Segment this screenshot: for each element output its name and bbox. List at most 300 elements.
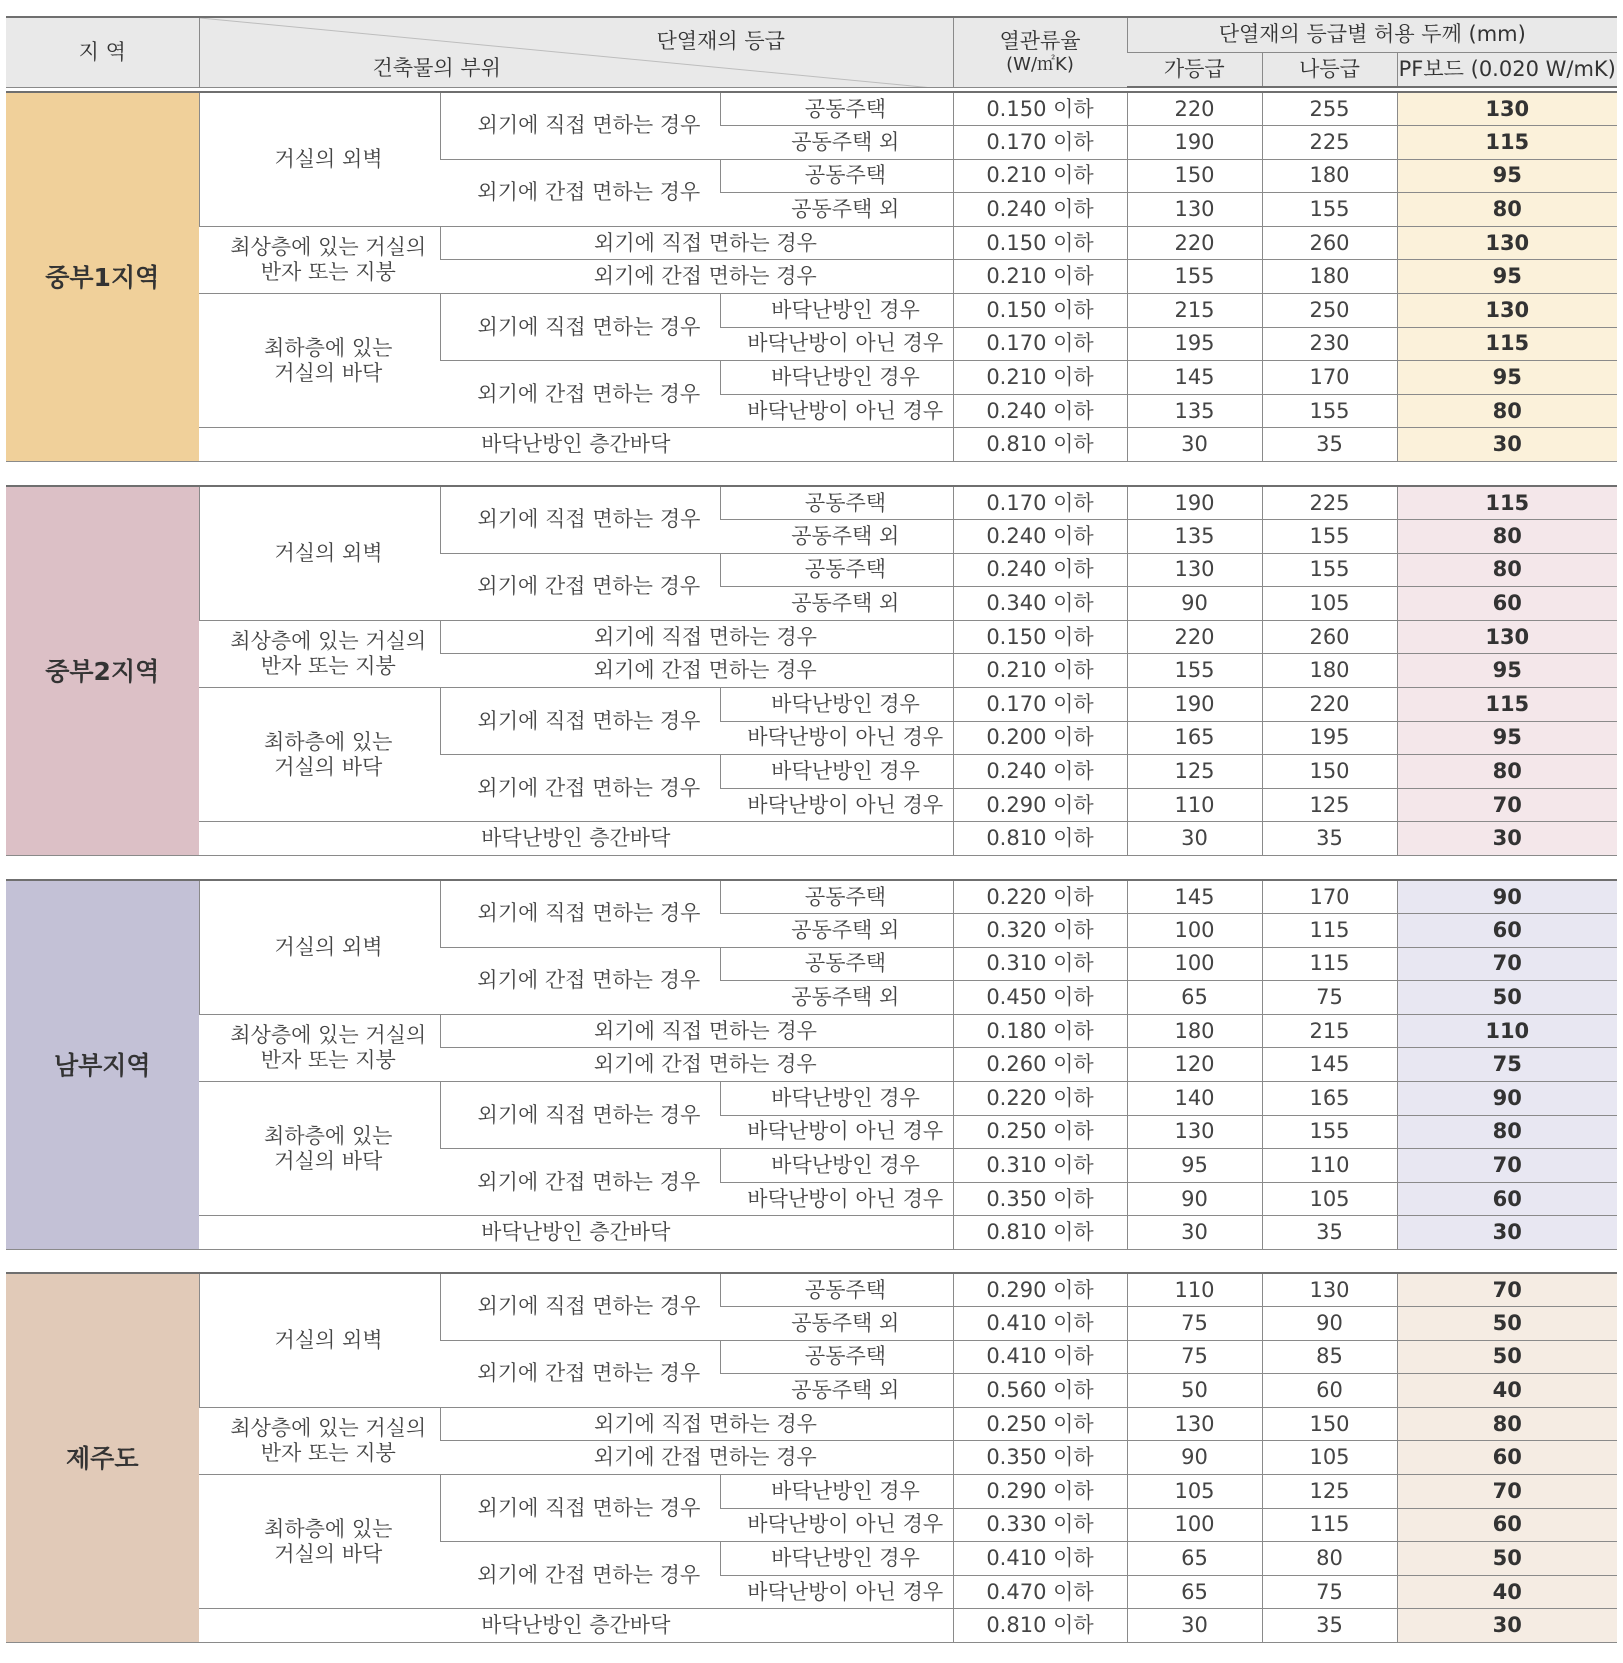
exposure-indirect: 외기에 간접 면하는 경우 xyxy=(440,1149,720,1216)
u-value: 0.350 이하 xyxy=(953,1441,1127,1475)
thickness-na: 105 xyxy=(1262,1182,1397,1216)
part-wall: 거실의 외벽 xyxy=(199,486,440,620)
thickness-na: 90 xyxy=(1262,1307,1397,1341)
thickness-na: 105 xyxy=(1262,1441,1397,1475)
exposure-direct: 외기에 직접 면하는 경우 xyxy=(440,1014,953,1048)
thickness-na: 35 xyxy=(1262,428,1397,462)
thickness-na: 115 xyxy=(1262,914,1397,948)
thickness-na: 80 xyxy=(1262,1542,1397,1576)
thickness-pf: 80 xyxy=(1397,394,1617,428)
thickness-pf: 95 xyxy=(1397,721,1617,755)
thickness-na: 195 xyxy=(1262,721,1397,755)
u-value: 0.290 이하 xyxy=(953,1475,1127,1509)
building-type: 공동주택 외 xyxy=(720,981,953,1015)
u-value: 0.150 이하 xyxy=(953,92,1127,126)
thickness-na: 35 xyxy=(1262,1216,1397,1250)
thickness-ga: 100 xyxy=(1127,914,1262,948)
thickness-pf: 130 xyxy=(1397,226,1617,260)
thickness-ga: 220 xyxy=(1127,620,1262,654)
building-type: 공동주택 외 xyxy=(720,520,953,554)
region-name: 중부1지역 xyxy=(6,92,199,462)
exposure-direct: 외기에 직접 면하는 경우 xyxy=(440,880,720,947)
u-value: 0.210 이하 xyxy=(953,260,1127,294)
thickness-ga: 135 xyxy=(1127,394,1262,428)
table-row xyxy=(6,428,1617,462)
exposure-direct: 외기에 직접 면하는 경우 xyxy=(440,92,720,159)
floor-heating-type: 바닥난방이 아닌 경우 xyxy=(720,327,953,361)
table-row xyxy=(6,688,1617,722)
u-value: 0.220 이하 xyxy=(953,880,1127,914)
building-type: 공동주택 외 xyxy=(720,193,953,227)
region-name: 제주도 xyxy=(6,1273,199,1643)
thickness-ga: 130 xyxy=(1127,553,1262,587)
floor-heating-type: 바닥난방이 아닌 경우 xyxy=(720,721,953,755)
exposure-direct: 외기에 직접 면하는 경우 xyxy=(440,688,720,755)
part-roof xyxy=(199,1014,440,1081)
thickness-na: 35 xyxy=(1262,1609,1397,1643)
part-floor-line: 거실의 바닥 xyxy=(274,1148,383,1173)
part-floor-line: 거실의 바닥 xyxy=(274,360,383,385)
thickness-na: 260 xyxy=(1262,226,1397,260)
table-row xyxy=(6,294,1617,328)
floor-heating-type: 바닥난방인 경우 xyxy=(720,755,953,789)
part-roof xyxy=(199,226,440,293)
thickness-ga: 145 xyxy=(1127,361,1262,395)
thickness-na: 170 xyxy=(1262,880,1397,914)
floor-heating-type: 바닥난방이 아닌 경우 xyxy=(720,788,953,822)
thickness-pf: 70 xyxy=(1397,947,1617,981)
u-value: 0.240 이하 xyxy=(953,520,1127,554)
thickness-ga: 145 xyxy=(1127,880,1262,914)
region-block xyxy=(6,485,1617,856)
table-row xyxy=(6,1273,1617,1307)
thickness-pf: 95 xyxy=(1397,159,1617,193)
u-value: 0.240 이하 xyxy=(953,394,1127,428)
part-roof-line: 최상층에 있는 거실의 xyxy=(230,234,427,259)
region-table xyxy=(6,485,1617,856)
part-roof-line: 최상층에 있는 거실의 xyxy=(230,628,427,653)
building-type: 공동주택 xyxy=(720,1340,953,1374)
thickness-ga: 130 xyxy=(1127,193,1262,227)
thickness-ga: 135 xyxy=(1127,520,1262,554)
floor-heating-type: 바닥난방인 경우 xyxy=(720,1542,953,1576)
thickness-pf: 60 xyxy=(1397,1182,1617,1216)
part-roof-line: 최상층에 있는 거실의 xyxy=(230,1022,427,1047)
thickness-na: 180 xyxy=(1262,159,1397,193)
part-floor xyxy=(199,1475,440,1609)
table-row xyxy=(6,822,1617,856)
thickness-pf: 60 xyxy=(1397,1508,1617,1542)
thickness-pf: 70 xyxy=(1397,1149,1617,1183)
thickness-na: 35 xyxy=(1262,822,1397,856)
table-row xyxy=(6,1082,1617,1116)
thickness-pf: 90 xyxy=(1397,880,1617,914)
thickness-ga: 150 xyxy=(1127,159,1262,193)
region-name: 남부지역 xyxy=(6,880,199,1250)
building-type: 공동주택 xyxy=(720,1273,953,1307)
thickness-pf: 115 xyxy=(1397,486,1617,520)
exposure-direct: 외기에 직접 면하는 경우 xyxy=(440,1082,720,1149)
thickness-pf: 80 xyxy=(1397,520,1617,554)
thickness-na: 145 xyxy=(1262,1048,1397,1082)
thickness-ga: 155 xyxy=(1127,260,1262,294)
thickness-na: 115 xyxy=(1262,1508,1397,1542)
exposure-indirect: 외기에 간접 면하는 경우 xyxy=(440,1542,720,1609)
thickness-ga: 90 xyxy=(1127,1441,1262,1475)
thickness-na: 155 xyxy=(1262,520,1397,554)
thickness-na: 110 xyxy=(1262,1149,1397,1183)
thickness-ga: 190 xyxy=(1127,688,1262,722)
thickness-ga: 180 xyxy=(1127,1014,1262,1048)
u-value: 0.350 이하 xyxy=(953,1182,1127,1216)
thickness-na: 75 xyxy=(1262,981,1397,1015)
thickness-pf: 110 xyxy=(1397,1014,1617,1048)
building-type: 공동주택 외 xyxy=(720,914,953,948)
thickness-na: 150 xyxy=(1262,755,1397,789)
u-value: 0.150 이하 xyxy=(953,294,1127,328)
u-value: 0.340 이하 xyxy=(953,587,1127,621)
thickness-na: 155 xyxy=(1262,1115,1397,1149)
thickness-pf: 80 xyxy=(1397,193,1617,227)
thickness-ga: 50 xyxy=(1127,1374,1262,1408)
thickness-ga: 75 xyxy=(1127,1307,1262,1341)
exposure-direct: 외기에 직접 면하는 경우 xyxy=(440,1407,953,1441)
part-roof-line: 최상층에 있는 거실의 xyxy=(230,1415,427,1440)
building-type: 공동주택 xyxy=(720,880,953,914)
thickness-pf: 30 xyxy=(1397,822,1617,856)
table-header xyxy=(6,16,1617,88)
thickness-pf: 50 xyxy=(1397,1542,1617,1576)
floor-heating-type: 바닥난방인 경우 xyxy=(720,1475,953,1509)
thickness-na: 215 xyxy=(1262,1014,1397,1048)
table-row xyxy=(6,1475,1617,1509)
building-type: 공동주택 xyxy=(720,947,953,981)
thickness-ga: 195 xyxy=(1127,327,1262,361)
building-type: 공동주택 xyxy=(720,159,953,193)
part-floor-line: 최하층에 있는 xyxy=(264,729,393,754)
exposure-indirect: 외기에 간접 면하는 경우 xyxy=(440,1441,953,1475)
u-value: 0.240 이하 xyxy=(953,553,1127,587)
thickness-na: 155 xyxy=(1262,394,1397,428)
u-value: 0.240 이하 xyxy=(953,193,1127,227)
u-value: 0.240 이하 xyxy=(953,755,1127,789)
thickness-na: 180 xyxy=(1262,654,1397,688)
exposure-indirect: 외기에 간접 면하는 경우 xyxy=(440,260,953,294)
region-table xyxy=(6,1272,1617,1643)
table-row xyxy=(6,1216,1617,1250)
u-value: 0.320 이하 xyxy=(953,914,1127,948)
u-value: 0.210 이하 xyxy=(953,361,1127,395)
thickness-pf: 80 xyxy=(1397,553,1617,587)
part-floor xyxy=(199,688,440,822)
thickness-ga: 30 xyxy=(1127,822,1262,856)
thickness-ga: 30 xyxy=(1127,1609,1262,1643)
floor-heating-type: 바닥난방인 경우 xyxy=(720,294,953,328)
u-value: 0.260 이하 xyxy=(953,1048,1127,1082)
thickness-ga: 30 xyxy=(1127,1216,1262,1250)
thickness-pf: 30 xyxy=(1397,1609,1617,1643)
thickness-pf: 60 xyxy=(1397,914,1617,948)
thickness-pf: 130 xyxy=(1397,92,1617,126)
floor-heating-type: 바닥난방인 경우 xyxy=(720,688,953,722)
part-roof-line: 반자 또는 지붕 xyxy=(260,1440,396,1465)
floor-heating-type: 바닥난방이 아닌 경우 xyxy=(720,1508,953,1542)
part-floor-line: 거실의 바닥 xyxy=(274,1541,383,1566)
part-roof-line: 반자 또는 지붕 xyxy=(260,653,396,678)
thickness-pf: 30 xyxy=(1397,428,1617,462)
u-value: 0.410 이하 xyxy=(953,1307,1127,1341)
header-diagonal-cell xyxy=(199,17,953,87)
thickness-ga: 100 xyxy=(1127,947,1262,981)
floor-heating-type: 바닥난방인 경우 xyxy=(720,361,953,395)
thickness-ga: 190 xyxy=(1127,486,1262,520)
region-block xyxy=(6,1272,1617,1643)
exposure-direct: 외기에 직접 면하는 경우 xyxy=(440,486,720,553)
exposure-indirect: 외기에 간접 면하는 경우 xyxy=(440,553,720,620)
header-thickness: 단열재의 등급별 허용 두께 (mm) xyxy=(1127,17,1617,52)
u-value: 0.330 이하 xyxy=(953,1508,1127,1542)
thickness-na: 230 xyxy=(1262,327,1397,361)
exposure-indirect: 외기에 간접 면하는 경우 xyxy=(440,159,720,226)
floor-heating-type: 바닥난방인 경우 xyxy=(720,1082,953,1116)
thickness-pf: 50 xyxy=(1397,981,1617,1015)
thickness-pf: 130 xyxy=(1397,294,1617,328)
u-value: 0.810 이하 xyxy=(953,1609,1127,1643)
part-wall: 거실의 외벽 xyxy=(199,880,440,1014)
header-grade-na: 나등급 xyxy=(1262,52,1397,87)
thickness-ga: 120 xyxy=(1127,1048,1262,1082)
thickness-pf: 60 xyxy=(1397,1441,1617,1475)
thickness-ga: 65 xyxy=(1127,1575,1262,1609)
u-value: 0.290 이하 xyxy=(953,788,1127,822)
u-value: 0.220 이하 xyxy=(953,1082,1127,1116)
building-type: 공동주택 외 xyxy=(720,1307,953,1341)
exposure-indirect: 외기에 간접 면하는 경우 xyxy=(440,1340,720,1407)
region-block xyxy=(6,91,1617,462)
exposure-indirect: 외기에 간접 면하는 경우 xyxy=(440,654,953,688)
u-value: 0.410 이하 xyxy=(953,1542,1127,1576)
floor-heating-type: 바닥난방이 아닌 경우 xyxy=(720,1575,953,1609)
building-type: 공동주택 xyxy=(720,486,953,520)
header-grade-ga: 가등급 xyxy=(1127,52,1262,87)
exposure-indirect: 외기에 간접 면하는 경우 xyxy=(440,947,720,1014)
u-value: 0.310 이하 xyxy=(953,1149,1127,1183)
thickness-ga: 65 xyxy=(1127,981,1262,1015)
floor-heating-type: 바닥난방인 경우 xyxy=(720,1149,953,1183)
thickness-na: 155 xyxy=(1262,193,1397,227)
exposure-indirect: 외기에 간접 면하는 경우 xyxy=(440,1048,953,1082)
thickness-pf: 95 xyxy=(1397,654,1617,688)
thickness-na: 125 xyxy=(1262,788,1397,822)
thickness-pf: 70 xyxy=(1397,788,1617,822)
header-part: 건축물의 부위 xyxy=(372,56,501,80)
thickness-ga: 140 xyxy=(1127,1082,1262,1116)
part-floor-line: 최하층에 있는 xyxy=(264,335,393,360)
table-row xyxy=(6,1014,1617,1048)
part-floor xyxy=(199,294,440,428)
building-type: 공동주택 외 xyxy=(720,587,953,621)
interfloor-label: 바닥난방인 층간바닥 xyxy=(199,822,953,856)
table-row xyxy=(6,486,1617,520)
interfloor-label: 바닥난방인 층간바닥 xyxy=(199,428,953,462)
thickness-pf: 70 xyxy=(1397,1475,1617,1509)
u-value: 0.290 이하 xyxy=(953,1273,1127,1307)
u-value: 0.170 이하 xyxy=(953,688,1127,722)
thickness-na: 75 xyxy=(1262,1575,1397,1609)
thickness-na: 165 xyxy=(1262,1082,1397,1116)
region-table xyxy=(6,91,1617,462)
table-row xyxy=(6,1407,1617,1441)
thickness-ga: 75 xyxy=(1127,1340,1262,1374)
thickness-pf: 40 xyxy=(1397,1374,1617,1408)
thickness-pf: 115 xyxy=(1397,327,1617,361)
u-value: 0.180 이하 xyxy=(953,1014,1127,1048)
header-region: 지 역 xyxy=(6,17,199,87)
thickness-na: 115 xyxy=(1262,947,1397,981)
u-value: 0.200 이하 xyxy=(953,721,1127,755)
part-roof xyxy=(199,1407,440,1474)
header-uvalue-label: 열관류율 xyxy=(999,28,1081,53)
exposure-indirect: 외기에 간접 면하는 경우 xyxy=(440,755,720,822)
header-pf-board: PF보드 (0.020 W/mK) xyxy=(1397,52,1617,87)
floor-heating-type: 바닥난방이 아닌 경우 xyxy=(720,1115,953,1149)
thickness-pf: 40 xyxy=(1397,1575,1617,1609)
thickness-ga: 215 xyxy=(1127,294,1262,328)
thickness-ga: 65 xyxy=(1127,1542,1262,1576)
table-row xyxy=(6,92,1617,126)
thickness-na: 85 xyxy=(1262,1340,1397,1374)
thickness-ga: 155 xyxy=(1127,654,1262,688)
u-value: 0.560 이하 xyxy=(953,1374,1127,1408)
header-uvalue xyxy=(953,17,1127,87)
thickness-ga: 130 xyxy=(1127,1115,1262,1149)
thickness-ga: 130 xyxy=(1127,1407,1262,1441)
insulation-thickness-table xyxy=(6,16,1617,1638)
thickness-na: 220 xyxy=(1262,688,1397,722)
thickness-pf: 95 xyxy=(1397,361,1617,395)
thickness-na: 170 xyxy=(1262,361,1397,395)
building-type: 공동주택 xyxy=(720,553,953,587)
part-floor-line: 최하층에 있는 xyxy=(264,1516,393,1541)
u-value: 0.810 이하 xyxy=(953,428,1127,462)
thickness-pf: 90 xyxy=(1397,1082,1617,1116)
thickness-pf: 80 xyxy=(1397,1407,1617,1441)
part-roof xyxy=(199,620,440,687)
table-row xyxy=(6,226,1617,260)
thickness-pf: 30 xyxy=(1397,1216,1617,1250)
part-floor-line: 최하층에 있는 xyxy=(264,1123,393,1148)
interfloor-label: 바닥난방인 층간바닥 xyxy=(199,1609,953,1643)
building-type: 공동주택 xyxy=(720,92,953,126)
exposure-indirect: 외기에 간접 면하는 경우 xyxy=(440,361,720,428)
part-wall: 거실의 외벽 xyxy=(199,1273,440,1407)
thickness-ga: 190 xyxy=(1127,126,1262,160)
thickness-ga: 165 xyxy=(1127,721,1262,755)
u-value: 0.250 이하 xyxy=(953,1407,1127,1441)
exposure-direct: 외기에 직접 면하는 경우 xyxy=(440,1475,720,1542)
thickness-ga: 220 xyxy=(1127,92,1262,126)
thickness-ga: 125 xyxy=(1127,755,1262,789)
thickness-pf: 80 xyxy=(1397,755,1617,789)
thickness-pf: 130 xyxy=(1397,620,1617,654)
u-value: 0.210 이하 xyxy=(953,159,1127,193)
u-value: 0.170 이하 xyxy=(953,327,1127,361)
exposure-direct: 외기에 직접 면하는 경우 xyxy=(440,620,953,654)
u-value: 0.450 이하 xyxy=(953,981,1127,1015)
thickness-na: 130 xyxy=(1262,1273,1397,1307)
thickness-na: 150 xyxy=(1262,1407,1397,1441)
u-value: 0.810 이하 xyxy=(953,822,1127,856)
header-grade: 단열재의 등급 xyxy=(656,29,785,53)
thickness-pf: 115 xyxy=(1397,688,1617,722)
region-block xyxy=(6,879,1617,1250)
u-value: 0.810 이하 xyxy=(953,1216,1127,1250)
thickness-na: 105 xyxy=(1262,587,1397,621)
thickness-na: 155 xyxy=(1262,553,1397,587)
u-value: 0.170 이하 xyxy=(953,486,1127,520)
floor-heating-type: 바닥난방이 아닌 경우 xyxy=(720,394,953,428)
thickness-ga: 90 xyxy=(1127,1182,1262,1216)
thickness-na: 225 xyxy=(1262,486,1397,520)
thickness-ga: 110 xyxy=(1127,1273,1262,1307)
u-value: 0.410 이하 xyxy=(953,1340,1127,1374)
thickness-pf: 80 xyxy=(1397,1115,1617,1149)
thickness-ga: 100 xyxy=(1127,1508,1262,1542)
thickness-pf: 95 xyxy=(1397,260,1617,294)
thickness-ga: 105 xyxy=(1127,1475,1262,1509)
u-value: 0.310 이하 xyxy=(953,947,1127,981)
part-floor xyxy=(199,1082,440,1216)
table-row xyxy=(6,1609,1617,1643)
thickness-ga: 220 xyxy=(1127,226,1262,260)
u-value: 0.170 이하 xyxy=(953,126,1127,160)
exposure-direct: 외기에 직접 면하는 경우 xyxy=(440,226,953,260)
floor-heating-type: 바닥난방이 아닌 경우 xyxy=(720,1182,953,1216)
part-wall: 거실의 외벽 xyxy=(199,92,440,226)
thickness-na: 180 xyxy=(1262,260,1397,294)
building-type: 공동주택 외 xyxy=(720,1374,953,1408)
building-type: 공동주택 외 xyxy=(720,126,953,160)
thickness-pf: 75 xyxy=(1397,1048,1617,1082)
part-roof-line: 반자 또는 지붕 xyxy=(260,1047,396,1072)
table-row xyxy=(6,880,1617,914)
header-diagonal-line xyxy=(200,18,954,87)
thickness-pf: 50 xyxy=(1397,1340,1617,1374)
u-value: 0.250 이하 xyxy=(953,1115,1127,1149)
part-roof-line: 반자 또는 지붕 xyxy=(260,259,396,284)
exposure-direct: 외기에 직접 면하는 경우 xyxy=(440,294,720,361)
exposure-direct: 외기에 직접 면하는 경우 xyxy=(440,1273,720,1340)
thickness-na: 125 xyxy=(1262,1475,1397,1509)
u-value: 0.470 이하 xyxy=(953,1575,1127,1609)
u-value: 0.210 이하 xyxy=(953,654,1127,688)
thickness-pf: 60 xyxy=(1397,587,1617,621)
thickness-na: 255 xyxy=(1262,92,1397,126)
part-floor-line: 거실의 바닥 xyxy=(274,754,383,779)
header-uvalue-unit: (W/㎡K) xyxy=(1006,53,1074,75)
interfloor-label: 바닥난방인 층간바닥 xyxy=(199,1216,953,1250)
thickness-ga: 90 xyxy=(1127,587,1262,621)
thickness-na: 225 xyxy=(1262,126,1397,160)
region-table xyxy=(6,879,1617,1250)
region-name: 중부2지역 xyxy=(6,486,199,856)
thickness-na: 260 xyxy=(1262,620,1397,654)
thickness-ga: 30 xyxy=(1127,428,1262,462)
thickness-ga: 95 xyxy=(1127,1149,1262,1183)
thickness-pf: 70 xyxy=(1397,1273,1617,1307)
table-row xyxy=(6,620,1617,654)
thickness-ga: 110 xyxy=(1127,788,1262,822)
